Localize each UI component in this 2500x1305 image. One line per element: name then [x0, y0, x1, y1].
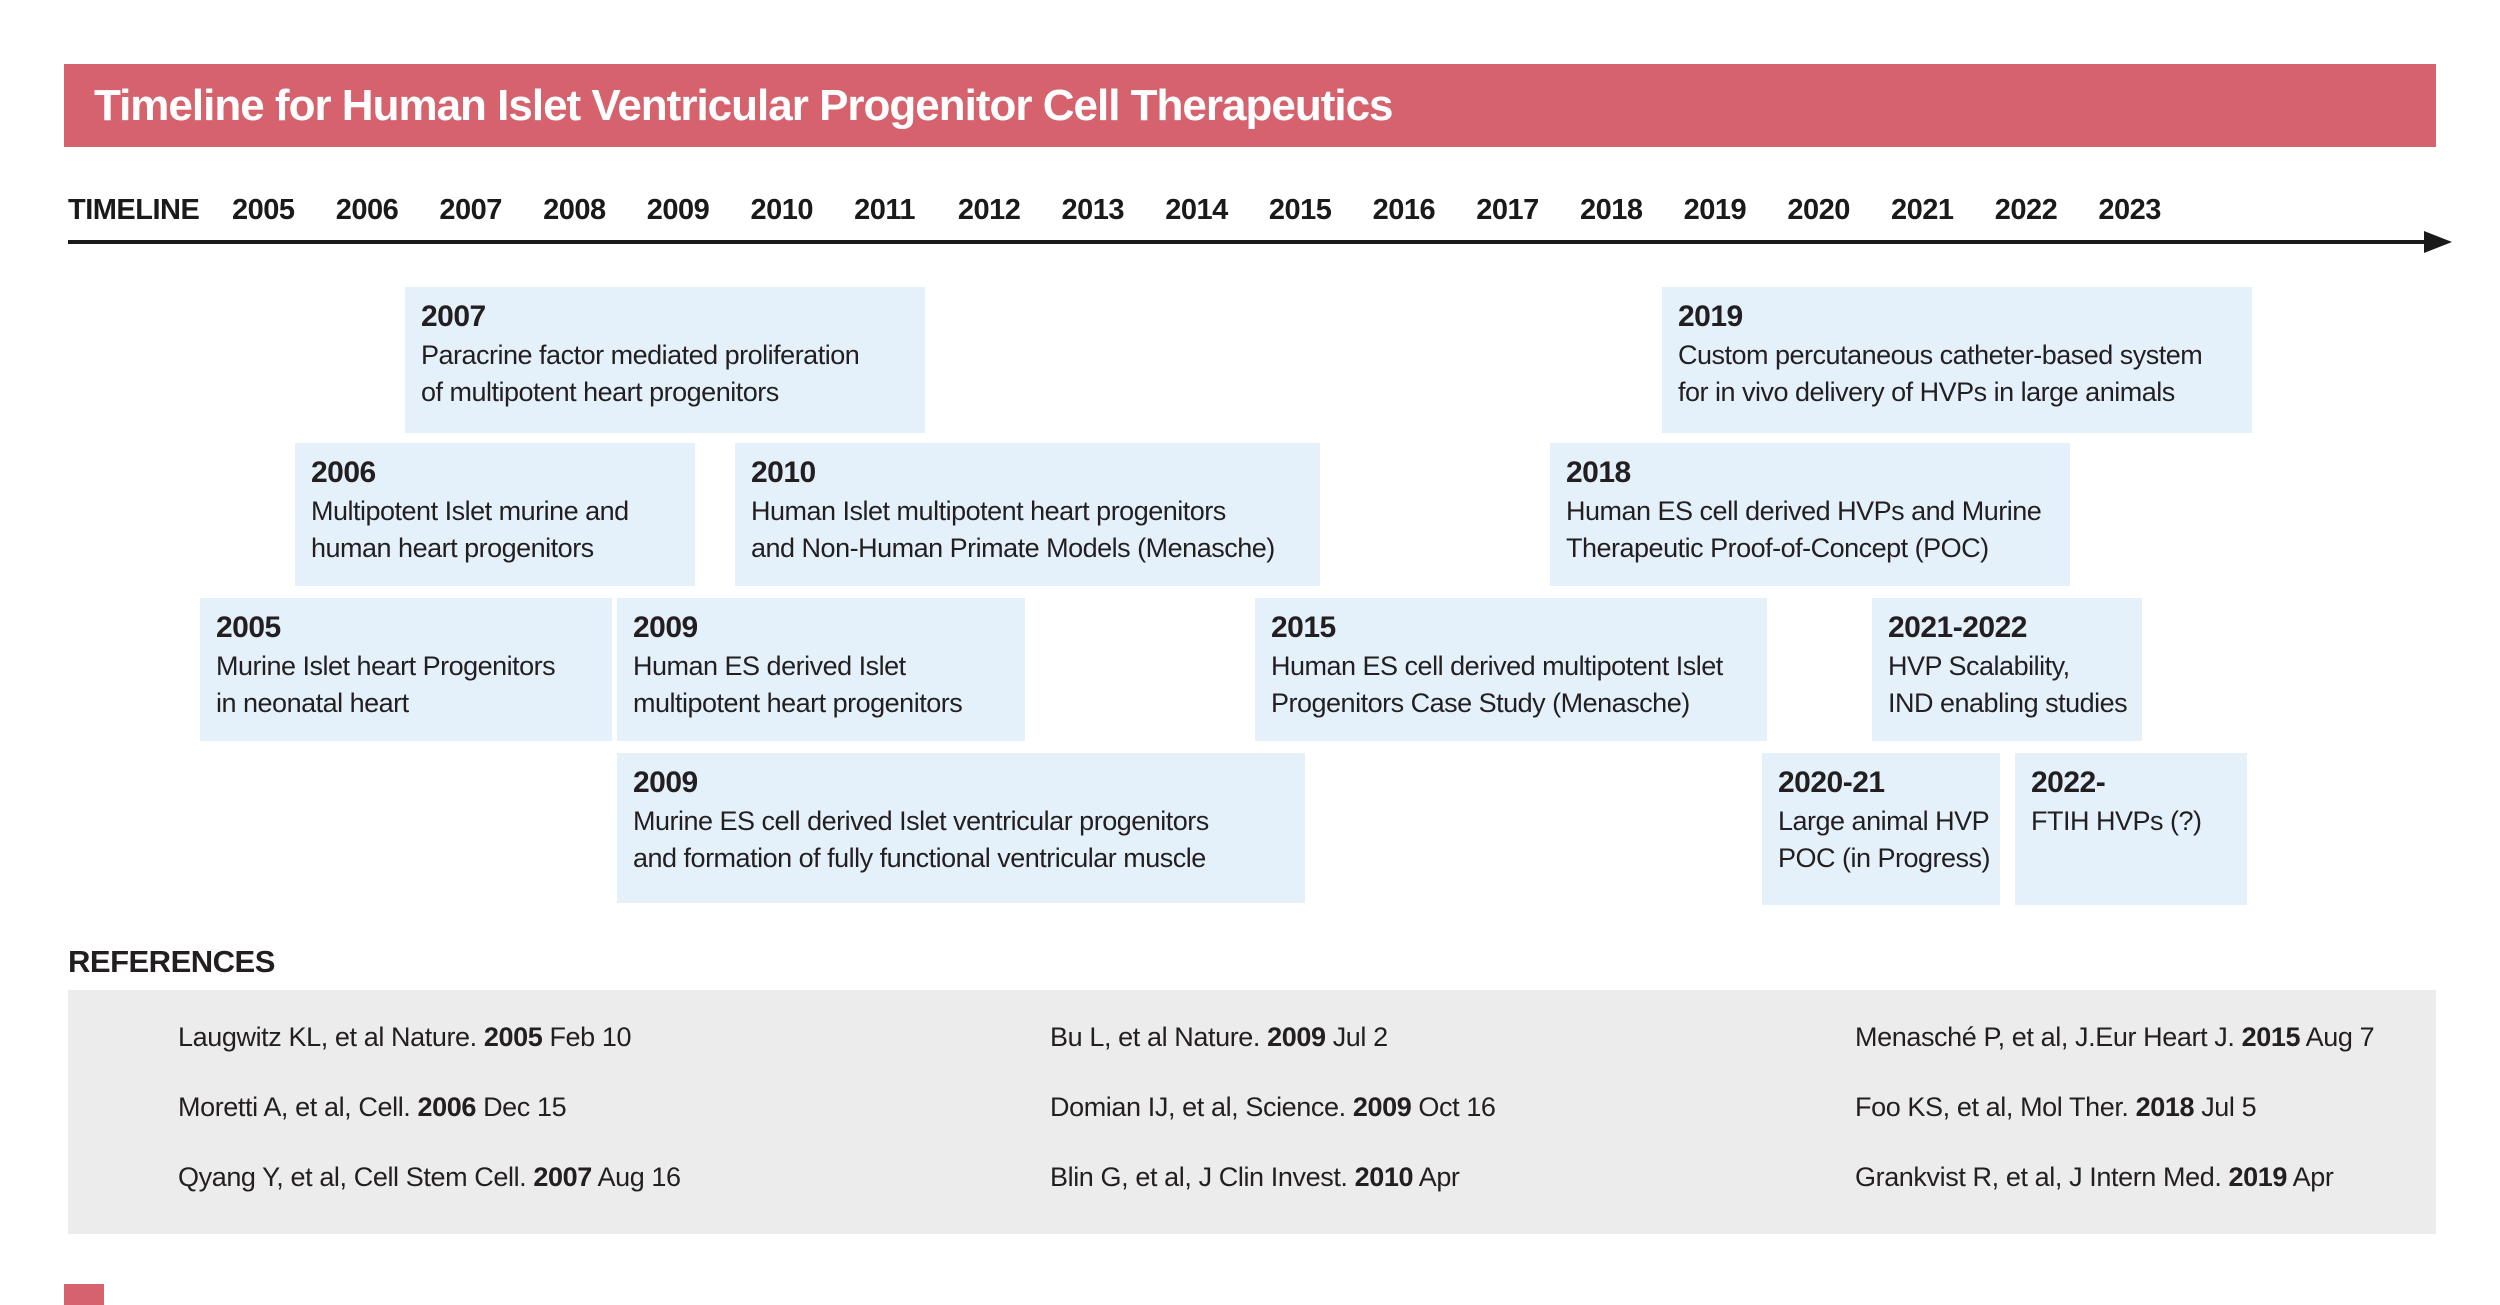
axis-year: 2015	[1268, 194, 1332, 226]
timeline-axis-labels	[68, 194, 2202, 227]
axis-year: 2013	[1061, 194, 1125, 226]
event-text: of multipotent heart progenitors	[421, 377, 779, 407]
axis-year: 2023	[2098, 194, 2161, 226]
axis-year: 2012	[957, 194, 1021, 226]
axis-year: 2020	[1787, 194, 1850, 226]
reference-item: Moretti A, et al, Cell. 2006 Dec 15	[178, 1092, 567, 1122]
event-2010	[735, 443, 1320, 586]
event-year: 2009	[633, 766, 698, 799]
axis-year: 2018	[1579, 194, 1643, 226]
references-column-3	[1855, 1022, 2374, 1232]
event-text: Human ES cell derived multipotent Islet	[1271, 651, 1723, 681]
reference-item: Grankvist R, et al, J Intern Med. 2019 Apr	[1855, 1162, 2334, 1192]
event-year: 2005	[216, 611, 281, 644]
reference-item: Blin G, et al, J Clin Invest. 2010 Apr	[1050, 1162, 1460, 1192]
event-year: 2022-	[2031, 766, 2106, 799]
event-text: Multipotent Islet murine and	[311, 496, 629, 526]
event-2015	[1255, 598, 1767, 741]
event-year: 2007	[421, 300, 486, 333]
references-column-1	[178, 1022, 681, 1232]
event-text: HVP Scalability,	[1888, 651, 2070, 681]
reference-item: Qyang Y, et al, Cell Stem Cell. 2007 Aug 16	[178, 1162, 681, 1192]
event-text: Human ES cell derived HVPs and Murine	[1566, 496, 2042, 526]
axis-year: 2011	[854, 194, 916, 226]
event-year: 2020-21	[1778, 766, 1885, 799]
event-2022	[2015, 753, 2247, 905]
event-text: human heart progenitors	[311, 533, 594, 563]
event-2006	[295, 443, 695, 586]
event-text: POC (in Progress)	[1778, 843, 1991, 873]
event-text: Murine Islet heart Progenitors	[216, 651, 556, 681]
event-year: 2015	[1271, 611, 1336, 644]
event-text: and formation of fully functional ventricular muscle	[633, 843, 1206, 873]
page-title: Timeline for Human Islet Ventricular Progenitor Cell Therapeutics	[94, 80, 1393, 130]
axis-year: 2016	[1372, 194, 1436, 226]
axis-year: 2006	[335, 194, 399, 226]
event-2019	[1662, 287, 2252, 433]
event-text: multipotent heart progenitors	[633, 688, 963, 718]
axis-year: 2022	[1994, 194, 2058, 226]
event-text: and Non-Human Primate Models (Menasche)	[751, 533, 1275, 563]
axis-year: 2009	[646, 194, 710, 226]
axis-year: 2005	[232, 194, 295, 226]
event-2007	[405, 287, 925, 433]
event-text: FTIH HVPs (?)	[2031, 806, 2202, 836]
reference-item: Domian IJ, et al, Science. 2009 Oct 16	[1050, 1092, 1496, 1122]
axis-year: 2017	[1476, 194, 1539, 226]
event-year: 2009	[633, 611, 698, 644]
event-2009-row3	[617, 598, 1025, 741]
reference-item: Bu L, et al Nature. 2009 Jul 2	[1050, 1022, 1388, 1052]
event-text: Human Islet multipotent heart progenitors	[751, 496, 1226, 526]
axis-year: 2007	[439, 194, 502, 226]
event-year: 2010	[751, 456, 816, 489]
event-text: Large animal HVP	[1778, 806, 1990, 836]
event-text: Murine ES cell derived Islet ventricular progenitors	[633, 806, 1209, 836]
event-year: 2018	[1566, 456, 1631, 489]
event-text: for in vivo delivery of HVPs in large animals	[1678, 377, 2175, 407]
event-text: Custom percutaneous catheter-based system	[1678, 340, 2203, 370]
event-2018	[1550, 443, 2070, 586]
axis-year: 2010	[750, 194, 813, 226]
event-year: 2019	[1678, 300, 1743, 333]
reference-item: Menasché P, et al, J.Eur Heart J. 2015 Aug 7	[1855, 1022, 2375, 1052]
event-year: 2006	[311, 456, 376, 489]
event-text: IND enabling studies	[1888, 688, 2128, 718]
event-text: Paracrine factor mediated proliferation	[421, 340, 860, 370]
axis-year: 2014	[1165, 194, 1228, 226]
cropped-next-section-bar	[64, 1284, 104, 1305]
references-heading: REFERENCES	[68, 944, 275, 979]
axis-year: 2008	[543, 194, 606, 226]
axis-year: 2019	[1683, 194, 1747, 226]
event-2020-21	[1762, 753, 2000, 905]
event-2005	[200, 598, 612, 741]
event-text: Human ES derived Islet	[633, 651, 906, 681]
event-2021-2022	[1872, 598, 2142, 741]
event-2009-row4	[617, 753, 1305, 903]
event-text: in neonatal heart	[216, 688, 409, 718]
timeline-axis-label: TIMELINE	[68, 194, 200, 226]
event-year: 2021-2022	[1888, 611, 2027, 644]
event-text: Therapeutic Proof-of-Concept (POC)	[1566, 533, 1989, 563]
axis-year: 2021	[1891, 194, 1954, 226]
reference-item: Foo KS, et al, Mol Ther. 2018 Jul 5	[1855, 1092, 2257, 1122]
title-bar	[64, 64, 2436, 147]
timeline-arrowhead-icon	[2424, 231, 2452, 253]
reference-item: Laugwitz KL, et al Nature. 2005 Feb 10	[178, 1022, 632, 1052]
timeline-axis-line	[68, 240, 2428, 244]
references-column-2	[1050, 1022, 1496, 1232]
event-text: Progenitors Case Study (Menasche)	[1271, 688, 1690, 718]
